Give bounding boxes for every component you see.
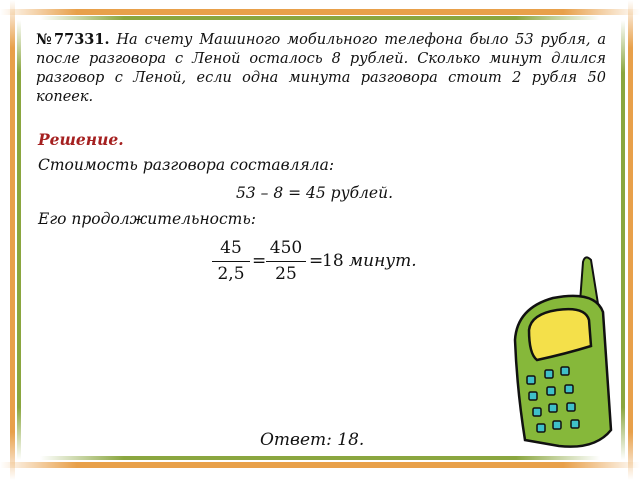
- fraction1-bar: [212, 261, 250, 262]
- problem-statement: [36, 30, 606, 107]
- problem-text: На счету Машиного мобильного телефона было 53 рубля, а после разговора с Леной осталось 8 рублей. Сколько минут длился разговор с Леной, если одна минута разговора стоит 2 рубля 50 копеек.: [36, 32, 606, 105]
- frame-right-green: [621, 20, 625, 460]
- result-value: 18: [322, 251, 344, 271]
- problem-number: №77331.: [36, 31, 110, 48]
- frame-left-orange: [10, 0, 15, 480]
- fraction-450-over-25: [266, 238, 306, 284]
- frame-top-orange: [0, 9, 640, 15]
- frame-right-orange: [628, 0, 633, 480]
- frame-left-green: [17, 20, 21, 460]
- fraction2-denominator: 25: [275, 264, 297, 284]
- fraction2-numerator: 450: [269, 238, 303, 258]
- solution-line-duration: Его продолжительность:: [38, 210, 257, 228]
- fraction-45-over-2-5: [212, 238, 250, 284]
- frame-top-green: [40, 16, 600, 20]
- fraction1-denominator: 2,5: [217, 264, 245, 284]
- solution-line-cost: Стоимость разговора составляла:: [38, 156, 335, 174]
- equals-sign-2: =: [309, 251, 324, 271]
- frame-bottom-green: [40, 456, 600, 460]
- frame-bottom-orange: [0, 462, 640, 468]
- solution-line-calculation: 53 – 8 = 45 рублей.: [236, 184, 394, 202]
- solution-heading: Решение.: [38, 130, 124, 149]
- equals-sign-1: =: [252, 251, 267, 271]
- fraction2-bar: [266, 261, 306, 262]
- result: [322, 251, 417, 271]
- answer: Ответ: 18.: [260, 430, 365, 450]
- mobile-phone-icon: [495, 250, 620, 450]
- result-unit: минут.: [349, 251, 417, 271]
- fraction1-numerator: 45: [220, 238, 242, 258]
